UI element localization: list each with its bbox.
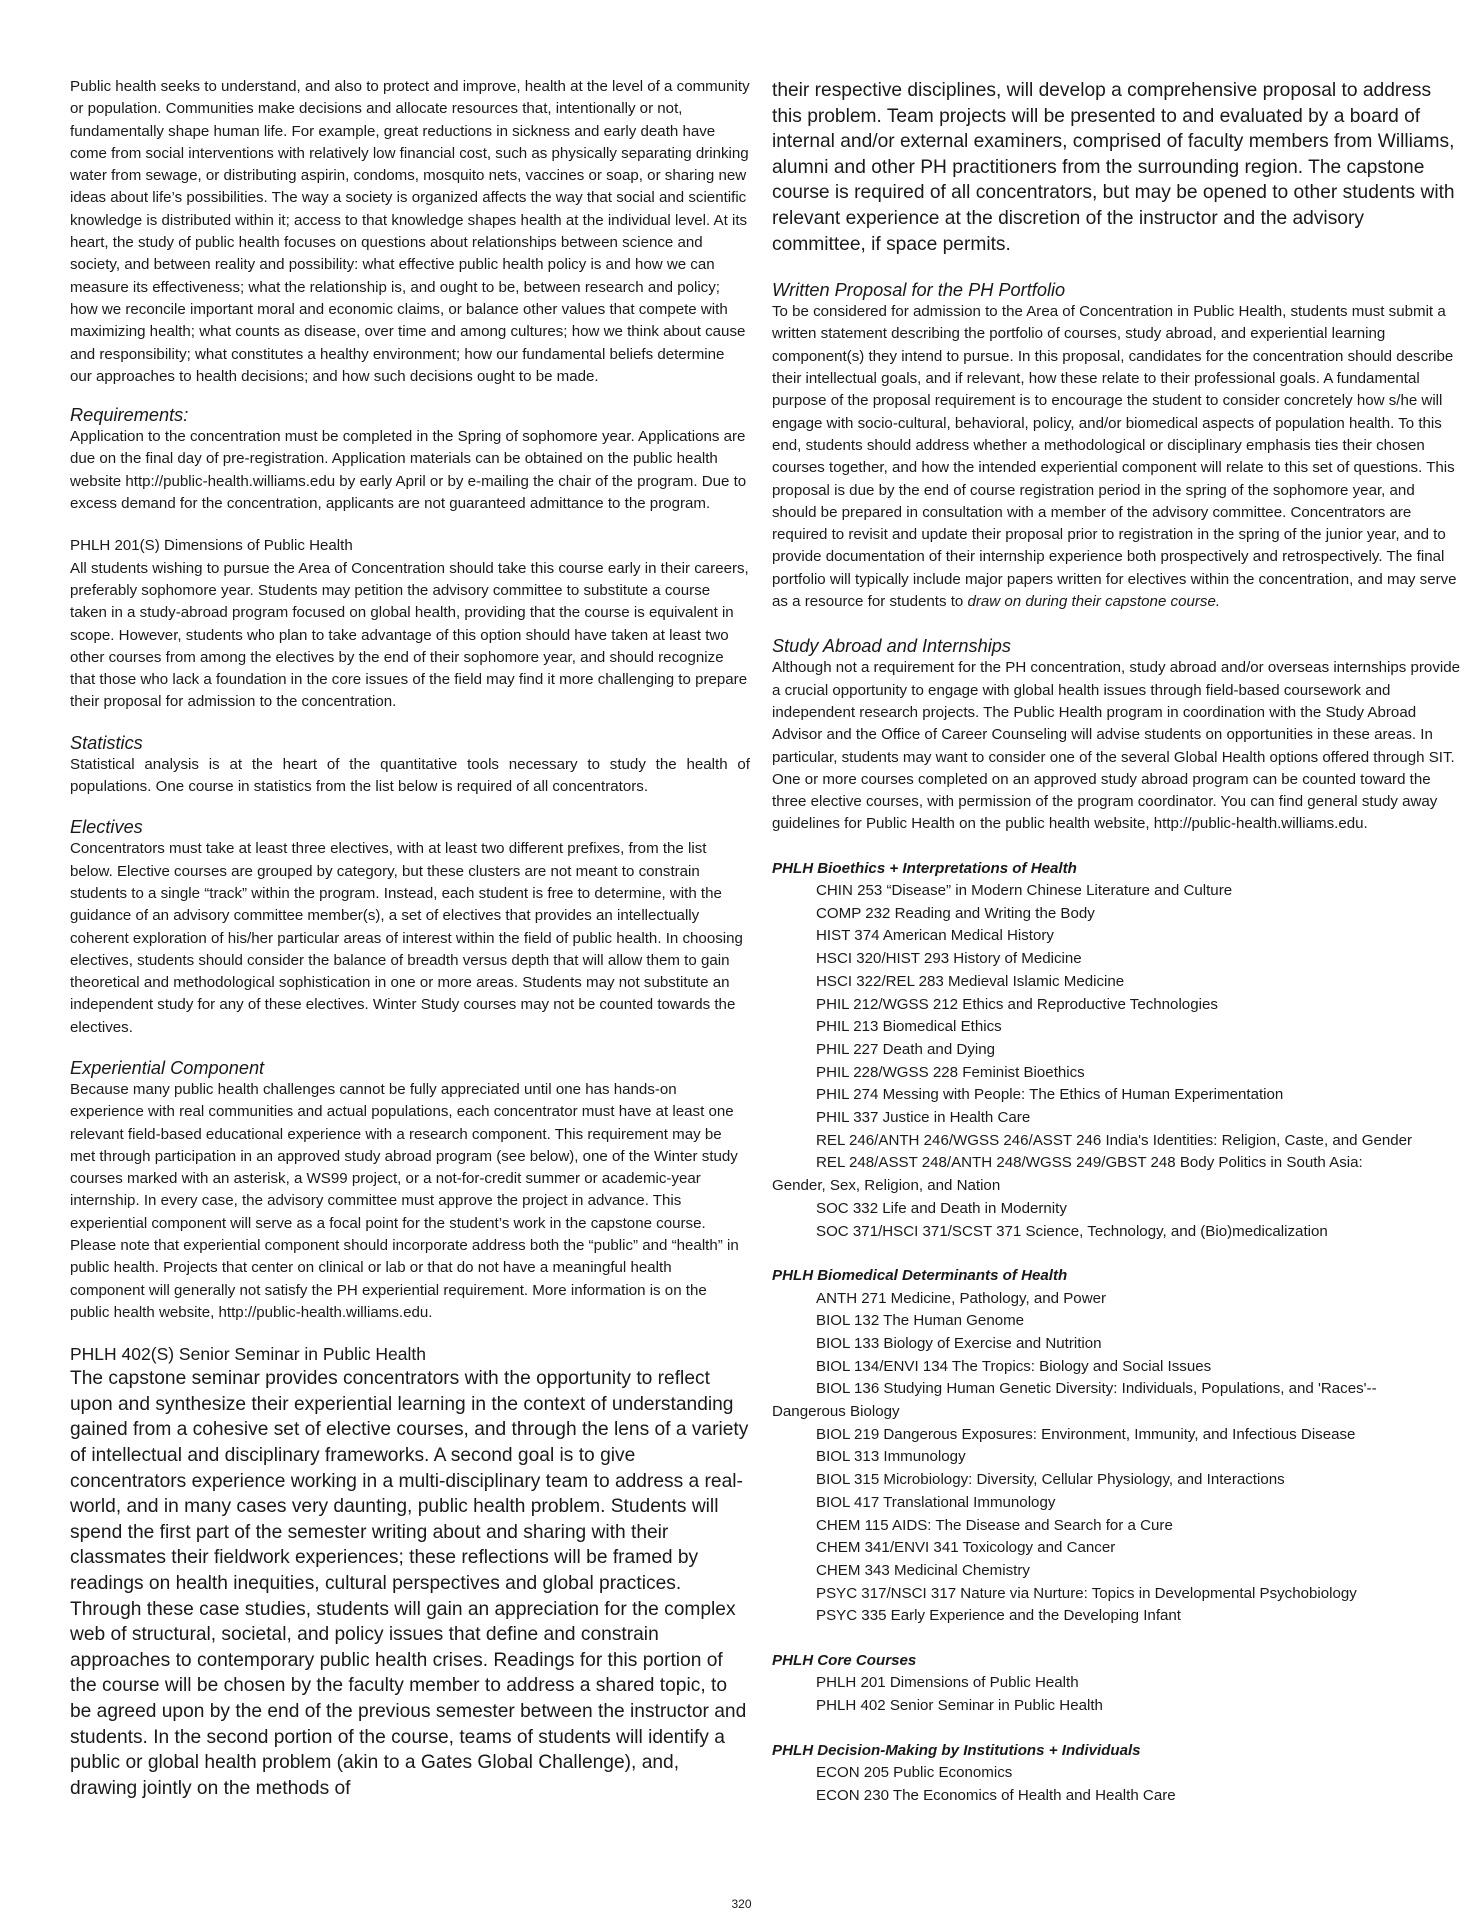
- course-item: [772, 925, 1462, 948]
- course-group: [772, 1740, 1462, 1808]
- course-item-text: REL 248/ASST 248/ANTH 248/WGSS 249/GBST 248 Body Politics in South Asia:: [816, 1154, 1363, 1172]
- course-item: [772, 1492, 1462, 1515]
- course-item: [772, 1446, 1462, 1469]
- course-item-text: CHEM 341/ENVI 341 Toxicology and Cancer: [816, 1539, 1116, 1557]
- course-item-text: HSCI 322/REL 283 Medieval Islamic Medicine: [816, 972, 1125, 990]
- course-item-text: Dangerous Biology: [772, 1403, 900, 1421]
- phlh201-paragraph: All students wishing to pursue the Area of Concentration should take this course early in their careers, preferably sophomore year. Students may petition the advisory committee to substitute a course taken in a study-abroad program focused on global health, providing that the course is equivalent in scope. However, students who plan to take advantage of this option should have taken at least two other courses from among the electives by the end of their sophomore year, and should recognize that those who lack a foundation in the core issues of the field may find it more challenging to prepare their proposal for admission to the concentration.: [70, 559, 749, 711]
- course-group-title: PHLH Core Courses: [772, 1652, 917, 1670]
- course-group-title: PHLH Decision-Making by Institutions + Individuals: [772, 1741, 1141, 1759]
- course-item: [772, 1016, 1462, 1039]
- course-item: [772, 1198, 1462, 1221]
- course-item-text: ANTH 271 Medicine, Pathology, and Power: [816, 1289, 1107, 1307]
- course-item: [772, 1537, 1462, 1560]
- course-item: [772, 1378, 1462, 1401]
- course-item-text: PHIL 213 Biomedical Ethics: [816, 1018, 1002, 1036]
- course-item: [772, 1310, 1462, 1333]
- course-item: [772, 1175, 1462, 1198]
- abroad-paragraph: Although not a requirement for the PH concentration, study abroad and/or overseas internships provide a crucial opportunity to engage with global health issues through field-based coursework and independent research projects. The Public Health program in coordination with the Study Abroad Advisor and the Office of Career Counseling will advise students on opportunities in these areas. In particular, students may want to consider one of the several Global Health options offered through SIT. One or more courses completed on an approved study abroad program can be counted toward the three elective courses, with permission of the program coordinator. You can find general study away guidelines for Public Health on the public health website, http://public-health.williams.edu.: [772, 659, 1461, 833]
- abroad-heading: Study Abroad and Internships: [772, 636, 1011, 657]
- course-item-text: PSYC 317/NSCI 317 Nature via Nurture: Topics in Developmental Psychobiology: [816, 1584, 1357, 1602]
- course-item: [772, 1401, 1462, 1424]
- course-item-text: SOC 371/HSCI 371/SCST 371 Science, Technology, and (Bio)medicalization: [816, 1222, 1328, 1240]
- course-item: [772, 1515, 1462, 1538]
- course-item-text: ECON 205 Public Economics: [816, 1764, 1013, 1782]
- course-group: [772, 858, 1462, 1244]
- course-item: [772, 1469, 1462, 1492]
- proposal-paragraph: [772, 301, 1462, 613]
- course-item: [772, 1062, 1462, 1085]
- course-item: [772, 1560, 1462, 1583]
- course-item: [772, 1039, 1462, 1062]
- right-column: [772, 78, 1462, 1807]
- course-item-text: PSYC 335 Early Experience and the Developing Infant: [816, 1607, 1181, 1625]
- course-item-text: HIST 374 American Medical History: [816, 927, 1054, 945]
- course-item-text: BIOL 219 Dangerous Exposures: Environment, Immunity, and Infectious Disease: [816, 1425, 1356, 1443]
- experiential-paragraph: Because many public health challenges cannot be fully appreciated until one has hands-on experience with real communities and actual populations, each concentrator must have at least one relevant field-based educational experience with a research component. This requirement may be met through participation in an approved study abroad program (see below), one of the Winter study courses marked with an asterisk, a WS99 project, or a not-for-credit summer or academic-year internship. In every case, the advisory committee must approve the project in advance. This experiential component will serve as a focal point for the student’s work in the capstone course. Please note that experiential component should incorporate address both the “public” and “health” in public health. Projects that center on clinical or lab or that do not have a meaningful health component will generally not satisfy the PH experiential requirement. More information is on the public health website, http://public-health.williams.edu.: [70, 1080, 739, 1321]
- requirements-paragraph: Application to the concentration must be completed in the Spring of sophomore year. Applications are due on the final day of pre-registration. Application materials can be obtained on the public health website http://public-health.williams.edu by early April or by e-mailing the chair of the program. Due to excess demand for the concentration, applicants are not guaranteed admittance to the program.: [70, 428, 747, 513]
- course-item-text: BIOL 417 Translational Immunology: [816, 1493, 1056, 1511]
- course-item: [772, 1084, 1462, 1107]
- course-item-text: CHEM 115 AIDS: The Disease and Search for a Cure: [816, 1516, 1173, 1534]
- course-item-text: PHIL 337 Justice in Health Care: [816, 1109, 1031, 1127]
- course-item-text: SOC 332 Life and Death in Modernity: [816, 1199, 1067, 1217]
- course-item: [772, 948, 1462, 971]
- left-column: [70, 76, 750, 1801]
- course-item-text: PHIL 274 Messing with People: The Ethics of Human Experimentation: [816, 1086, 1284, 1104]
- course-item-text: BIOL 315 Microbiology: Diversity, Cellular Physiology, and Interactions: [816, 1471, 1285, 1489]
- course-item: [772, 1583, 1462, 1606]
- phlh402-paragraph: The capstone seminar provides concentrators with the opportunity to reflect upon and synthesize their experiential learning in the context of understanding gained from a cohesive set of elective courses, and through the lens of a variety of intellectual and disciplinary frameworks. A second goal is to give concentrators experience working in a multi-disciplinary team to address a real-world, and in many cases very daunting, public health problem. Students will spend the first part of the semester writing about and sharing with their classmates their fieldwork experiences; these reflections will be framed by readings on health inequities, cultural perspectives and global practices. Through these case studies, students will gain an appreciation for the complex web of structural, societal, and policy issues that define and constrain approaches to contemporary public health crises. Readings for this portion of the course will be chosen by the faculty member to address a shared topic, to be agreed upon by the end of the previous semester between the instructor and students. In the second portion of the course, teams of students will identify a public or global health problem (akin to a Gates Global Challenge), and, drawing jointly on the methods of: [70, 1368, 749, 1799]
- course-groups: [772, 858, 1462, 1808]
- course-item-text: BIOL 313 Immunology: [816, 1448, 966, 1466]
- course-item: [772, 1333, 1462, 1356]
- course-item-text: PHLH 201 Dimensions of Public Health: [816, 1674, 1079, 1692]
- course-item-text: PHIL 227 Death and Dying: [816, 1040, 996, 1058]
- electives-heading: Electives: [70, 817, 143, 838]
- statistics-heading: Statistics: [70, 732, 143, 753]
- course-group: [772, 1650, 1462, 1718]
- course-item-text: CHEM 343 Medicinal Chemistry: [816, 1561, 1030, 1579]
- course-item-text: CHIN 253 “Disease” in Modern Chinese Literature and Culture: [816, 881, 1233, 899]
- course-item-text: PHIL 212/WGSS 212 Ethics and Reproductive Technologies: [816, 995, 1218, 1013]
- course-item: [772, 1762, 1462, 1785]
- course-item: [772, 1424, 1462, 1447]
- course-item-text: COMP 232 Reading and Writing the Body: [816, 904, 1095, 922]
- course-item-text: BIOL 136 Studying Human Genetic Diversity: Individuals, Populations, and 'Races'--: [816, 1380, 1377, 1398]
- course-item: [772, 1107, 1462, 1130]
- course-item: [772, 994, 1462, 1017]
- course-item: [772, 1672, 1462, 1695]
- course-item: [772, 1695, 1462, 1718]
- intro-paragraph: Public health seeks to understand, and also to protect and improve, health at the level of a community or population. Communities make decisions and allocate resources that, intentionally or not, fundamentally shape human life. For example, great reductions in sickness and early death have come from social interventions with relatively low financial cost, such as physically separating drinking water from sewage, or distributing aspirin, condoms, mosquito nets, vaccines or soap, or sharing new ideas about life’s possibilities. The way a society is organized affects the way that social and scientific knowledge is distributed within it; access to that knowledge shapes health at the individual level. At its heart, the study of public health focuses on questions about relationships between science and society, and between reality and possibility: what effective public health policy is and how we can measure its effectiveness; what the relationship is, and ought to be, between research and policy; how we reconcile important moral and economic claims, or balance other values that compete with maximizing health; what counts as disease, over time and among cultures; how we think about cause and responsibility; what constitutes a healthy environment; how our fundamental beliefs determine our approaches to health decisions; and how such decisions ought to be made.: [70, 78, 750, 385]
- page-number: 320: [731, 1897, 752, 1911]
- course-item-text: PHLH 402 Senior Seminar in Public Health: [816, 1697, 1103, 1715]
- course-group-title: PHLH Bioethics + Interpretations of Health: [772, 859, 1077, 877]
- course-item: [772, 880, 1462, 903]
- course-item-text: PHIL 228/WGSS 228 Feminist Bioethics: [816, 1063, 1085, 1081]
- proposal-heading: Written Proposal for the PH Portfolio: [772, 280, 1066, 301]
- experiential-heading: Experiential Component: [70, 1057, 265, 1078]
- course-item: [772, 1221, 1462, 1244]
- course-item-text: ECON 230 The Economics of Health and Health Care: [816, 1786, 1176, 1804]
- statistics-paragraph: Statistical analysis is at the heart of the quantitative tools necessary to study the health of populations. One course in statistics from the list below is required of all concentrators.: [70, 755, 750, 796]
- course-item: [772, 1288, 1462, 1311]
- requirements-heading: Requirements:: [70, 405, 189, 426]
- electives-paragraph: Concentrators must take at least three electives, with at least two different prefixes, from the list below. Elective courses are grouped by category, but these clusters are not meant to constrain students to a single “track” within the program. Instead, each student is free to determine, with the guidance of an advisory committee member(s), a set of electives that provides an intellectually coherent exploration of his/her particular areas of interest within the field of public health. In choosing electives, students should consider the balance of breadth versus depth that will allow them to gain theoretical and methodological sophistication in one or more areas. Students may not substitute an independent study for any of these electives. Winter Study courses may not be counted towards the electives.: [70, 840, 743, 1036]
- course-item-text: BIOL 134/ENVI 134 The Tropics: Biology and Social Issues: [816, 1357, 1212, 1375]
- proposal-text-italic: draw on during their capstone course.: [967, 593, 1221, 611]
- proposal-text: To be considered for admission to the Area of Concentration in Public Health, students must submit a written statement describing the portfolio of courses, study abroad, and experiential learning component(s) they intend to pursue. In this proposal, candidates for the concentration should describe their intellectual goals, and if relevant, how these relate to their professional goals. A fundamental purpose of the proposal requirement is to encourage the student to consider concretely how s/he will engage with socio-cultural, behavioral, policy, and/or biomedical aspects of population health. To this end, students should address whether a methodological or disciplinary emphasis ties their chosen courses together, and how the intended experiential component will relate to this set of questions. This proposal is due by the end of course registration period in the spring of the sophomore year, and should be prepared in consultation with a member of the advisory committee. Concentrators are required to revisit and update their proposal prior to registration in the spring of the junior year, and to provide documentation of their internship experience both prospectively and retrospectively. The final portfolio will typically include major papers written for electives within the concentration, and may serve as a resource for students to: [772, 303, 1457, 611]
- course-item-text: BIOL 132 The Human Genome: [816, 1312, 1025, 1330]
- course-item: [772, 1152, 1462, 1175]
- course-item: [772, 903, 1462, 926]
- course-item-text: REL 246/ANTH 246/WGSS 246/ASST 246 India's Identities: Religion, Caste, and Gender: [816, 1131, 1413, 1149]
- course-group: [772, 1265, 1462, 1628]
- course-group-title: PHLH Biomedical Determinants of Health: [772, 1267, 1068, 1285]
- course-item: [772, 1356, 1462, 1379]
- course-item-text: BIOL 133 Biology of Exercise and Nutrition: [816, 1334, 1102, 1352]
- course-item: [772, 1130, 1462, 1153]
- phlh402-heading: PHLH 402(S) Senior Seminar in Public Health: [70, 1344, 426, 1365]
- course-item-text: Gender, Sex, Religion, and Nation: [772, 1177, 1001, 1195]
- course-item: [772, 1605, 1462, 1628]
- continuation-paragraph: their respective disciplines, will develop a comprehensive proposal to address this problem. Team projects will be presented to and evaluated by a board of internal and/or external examiners, comprised of faculty members from Williams, alumni and other PH practitioners from the surrounding region. The capstone course is required of all concentrators, but may be opened to other students with relevant experience at the discretion of the instructor and the advisory committee, if space permits.: [772, 80, 1455, 255]
- course-item-text: HSCI 320/HIST 293 History of Medicine: [816, 950, 1082, 968]
- phlh201-heading: PHLH 201(S) Dimensions of Public Health: [70, 537, 353, 555]
- course-item: [772, 971, 1462, 994]
- course-item: [772, 1785, 1462, 1808]
